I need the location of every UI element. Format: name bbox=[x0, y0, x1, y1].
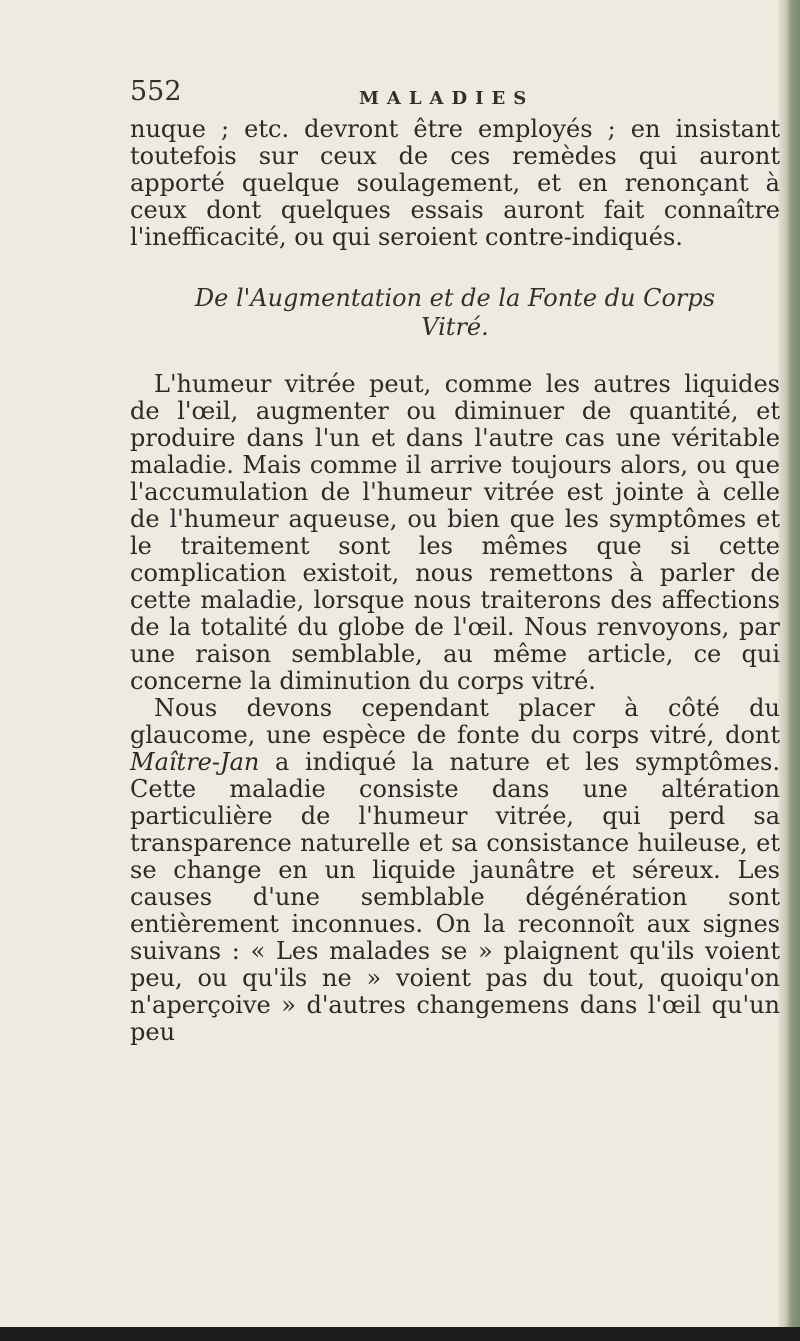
text-block bbox=[130, 76, 780, 1046]
section-title bbox=[130, 284, 780, 342]
page-number: 552 bbox=[130, 76, 182, 107]
body-paragraph-1: L'humeur vitrée peut, comme les autres liquides de l'œil, augmenter ou diminuer de quantité, et produire dans l'un et dans l'autre cas une véritable maladie. Mais comme il arrive toujours alors, ou que l'accumulation de l'humeur vitrée est jointe à celle de l'humeur aqueuse, ou bien que les symptômes et le traitement sont les mêmes que si cette complication existoit, nous remettons à parler de cette maladie, lorsque nous traiterons des affections de la totalité du globe de l'œil. Nous renvoyons, par une raison semblable, au même article, ce qui concerne la diminution du corps vitré. bbox=[130, 370, 780, 695]
running-head: MALADIES bbox=[359, 88, 535, 109]
body-paragraph-2-suffix: a indiqué la nature et les symptômes. Cette maladie consiste dans une altération particulière de l'humeur vitrée, qui perd sa transparence naturelle et sa consistance huileuse, et se change en un liquide jaunâtre et séreux. Les causes d'une semblable dégénération sont entièrement inconnues. On la reconnoît aux signes suivans : « Les malades se » plaignent qu'ils voient peu, ou qu'ils ne » voient pas du tout, quoiqu'on n'aperçoive » d'autres changemens dans l'œil qu'un peu bbox=[130, 748, 780, 1046]
page-header bbox=[130, 76, 780, 116]
opening-paragraph: nuque ; etc. devront être employés ; en insistant toutefois sur ceux de ces remèdes qui auront apporté quelque soulagement, et en renonçant à ceux dont quelques essais auront fait connaître l'inefficacité, ou qui seroient contre-indiqués. bbox=[130, 115, 780, 251]
section-title-line-2: Vitré. bbox=[421, 313, 489, 341]
body-paragraph-2 bbox=[130, 695, 780, 1046]
author-name: Maître-Jan bbox=[130, 748, 260, 776]
body-paragraph-2-prefix: Nous devons cependant placer à côté du glaucome, une espèce de fonte du corps vitré, dont bbox=[130, 694, 780, 749]
section-title-line-1: De l'Augmentation et de la Fonte du Corps bbox=[194, 284, 716, 312]
bottom-border bbox=[0, 1327, 800, 1341]
page-edge-shadow bbox=[778, 0, 800, 1341]
